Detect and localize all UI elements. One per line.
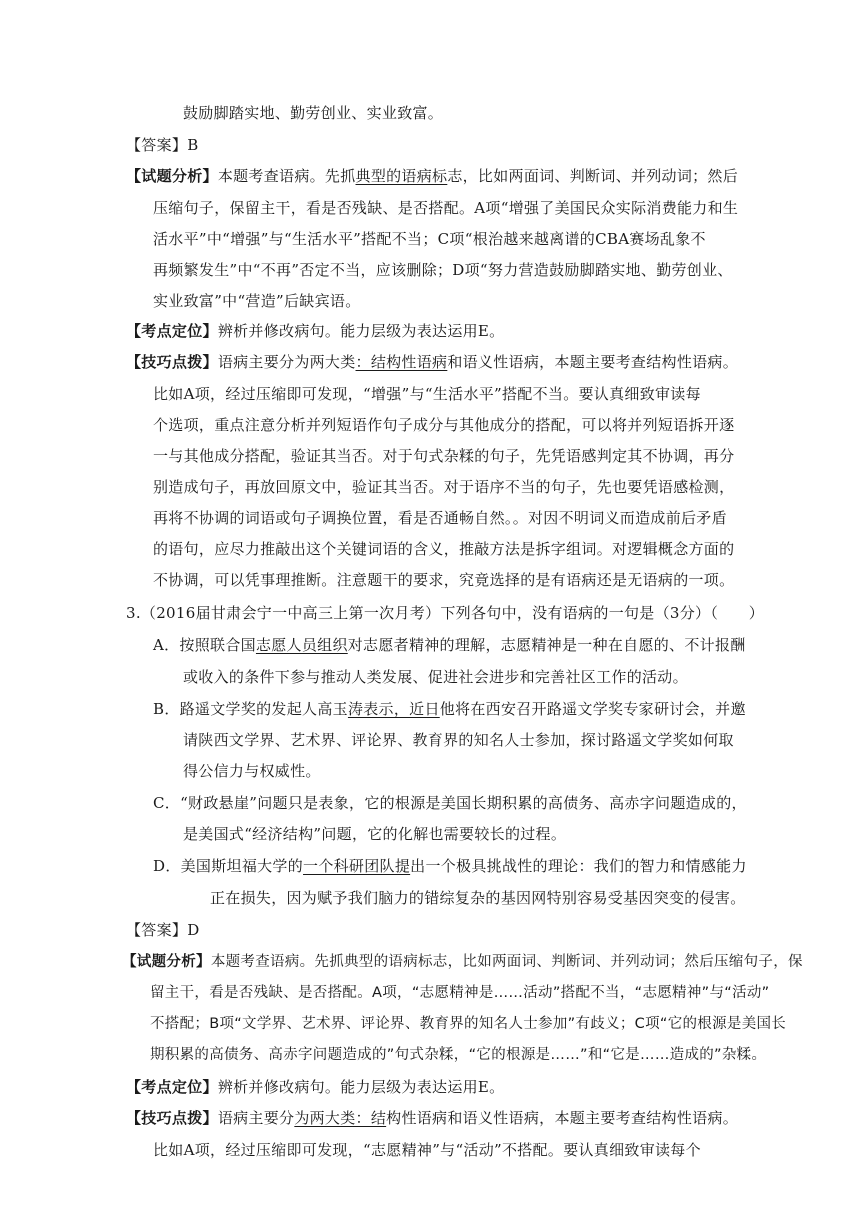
text-span: 构性语病和语义性语病，本题主要考查结构性语病。: [386, 1109, 739, 1127]
underlined-text: 志愿人员组织: [255, 636, 348, 654]
text-span: D．美国斯坦福大学的: [153, 857, 304, 875]
text-line: 活水平”中“增强”与“生活水平”搭配不当；C项“根治越来越离谱的CBA赛场乱象不: [153, 230, 706, 248]
section-label: 【技巧点拨】: [126, 1109, 218, 1127]
text-line: 比如A项，经过压缩即可发现，“增强”与“生活水平”搭配不当。要认真细致审读每: [153, 385, 701, 403]
option-a: [153, 635, 746, 655]
text-line: 比如A项，经过压缩即可发现，“志愿精神”与“活动”不搭配。要认真细致审读每个: [153, 1141, 701, 1159]
text-line: 鼓励脚踏实地、勤劳创业、实业致富。: [183, 104, 444, 122]
analysis-heading-line: [126, 166, 738, 186]
text-span: 语病主要分为两大类: [217, 353, 356, 371]
text-line: 或收入的条件下参与推动人类发展、促进社会进步和完善社区工作的活动。: [183, 668, 688, 686]
text-line: 得公信力与权威性。: [183, 762, 321, 780]
text-line: 请陕西文学界、艺术界、评论界、教育界的知名人士参加，探讨路遥文学奖如何取: [183, 731, 734, 749]
text-span: 和语义性语病，本题主要考查结构性语病。: [447, 353, 739, 371]
tips-heading-line: [126, 352, 738, 372]
section-label: 【考点定位】: [126, 322, 218, 340]
underlined-text: 涛表示，近日: [347, 700, 440, 718]
answer-line: 【答案】B: [126, 136, 199, 154]
underlined-text: 典型的语病标: [355, 167, 448, 185]
tips-heading-line: [126, 1108, 738, 1128]
underlined-text: 一个科研团队提: [303, 857, 411, 875]
option-d: [153, 856, 747, 876]
text-line: 一与其他成分搭配，验证其当否。对于句式杂糅的句子，先凭语感判定其不协调，再分: [153, 447, 735, 465]
text-span: 辨析并修改病句。能力层级为表达运用E。: [217, 322, 505, 340]
text-line: 是美国式“经济结构”问题，它的化解也需要较长的过程。: [183, 825, 567, 843]
text-span: 对志愿者精神的理解，志愿精神是一种在自愿的、不计报酬: [347, 636, 746, 654]
text-line: 的语句，应尽力推敲出这个关键词语的含义，推敲方法是拆字组词。对逻辑概念方面的: [153, 540, 735, 558]
text-span: 本题考查语病。先抓典型的语病标志，比如两面词、判断词、并列动词；然后压缩句子，保: [210, 954, 803, 970]
question-stem: 3.（2016届甘肃会宁一中高三上第一次月考）下列各句中，没有语病的一句是（3分）（ ）: [126, 604, 765, 622]
section-label: 【技巧点拨】: [126, 353, 218, 371]
text-line: 期积累的高债务、高赤字问题造成的”句式杂糅，“它的根源是……”和“它是……造成的”杂糅。: [150, 1047, 767, 1063]
text-line: 不协调，可以凭事理推断。注意题干的要求，究竟选择的是有语病还是无语病的一项。: [153, 571, 735, 589]
section-label: 【考点定位】: [126, 1078, 218, 1096]
text-span: 志，比如两面词、判断词、并列动词；然后: [447, 167, 739, 185]
text-span: 出一个极具挑战性的理论：我们的智力和情感能力: [410, 857, 747, 875]
text-line: 留主干，看是否残缺、是否搭配。A项，“志愿精神是……活动”搭配不当，“志愿精神”与“活动”: [150, 985, 770, 1001]
text-span: B．路遥文学奖的发起人高玉: [153, 700, 348, 718]
text-span: 他将在西安召开路遥文学奖专家研讨会，并邀: [439, 700, 746, 718]
option-b: [153, 699, 746, 719]
analysis-heading-line: [122, 952, 803, 972]
text-line: 再将不协调的词语或句子调换位置，看是否通畅自然。。对因不明词义而造成前后矛盾: [153, 509, 727, 527]
underlined-text: ：结构性语病: [355, 353, 448, 371]
text-line: 正在损失，因为赋予我们脑力的错综复杂的基因网特别容易受基因突变的侵害。: [210, 889, 746, 907]
underlined-text: 为两大类：结: [294, 1109, 387, 1127]
exam-point-line: [126, 1077, 504, 1097]
exam-point-line: [126, 321, 504, 341]
text-line: 不搭配；B项“文学界、艺术界、评论界、教育界的知名人士参加”有歧义；C项“它的根源是美国长: [150, 1016, 787, 1032]
section-label: 【试题分析】: [126, 167, 218, 185]
text-line: 个选项，重点注意分析并列短语作句子成分与其他成分的搭配，可以将并列短语拆开逐: [153, 416, 735, 434]
text-span: 辨析并修改病句。能力层级为表达运用E。: [217, 1078, 505, 1096]
text-line: 实业致富”中“营造”后缺宾语。: [153, 292, 361, 310]
text-line: 别造成句子，再放回原文中，验证其当否。对于语序不当的句子，先也要凭语感检测，: [153, 478, 735, 496]
text-span: 本题考查语病。先抓: [217, 167, 356, 185]
text-line: 压缩句子，保留主干，看是否残缺、是否搭配。A项“增强了美国民众实际消费能力和生: [153, 199, 739, 217]
text-line: 再频繁发生”中“不再”否定不当，应该删除；D项“努力营造鼓励脚踏实地、勤劳创业、: [153, 261, 733, 279]
option-c: C．“财政悬崖”问题只是表象，它的根源是美国长期积累的高债务、高赤字问题造成的，: [153, 794, 747, 812]
section-label: 【试题分析】: [122, 954, 211, 970]
answer-line: 【答案】D: [126, 921, 200, 939]
text-span: 语病主要分: [217, 1109, 295, 1127]
text-span: A．按照联合国: [153, 636, 256, 654]
